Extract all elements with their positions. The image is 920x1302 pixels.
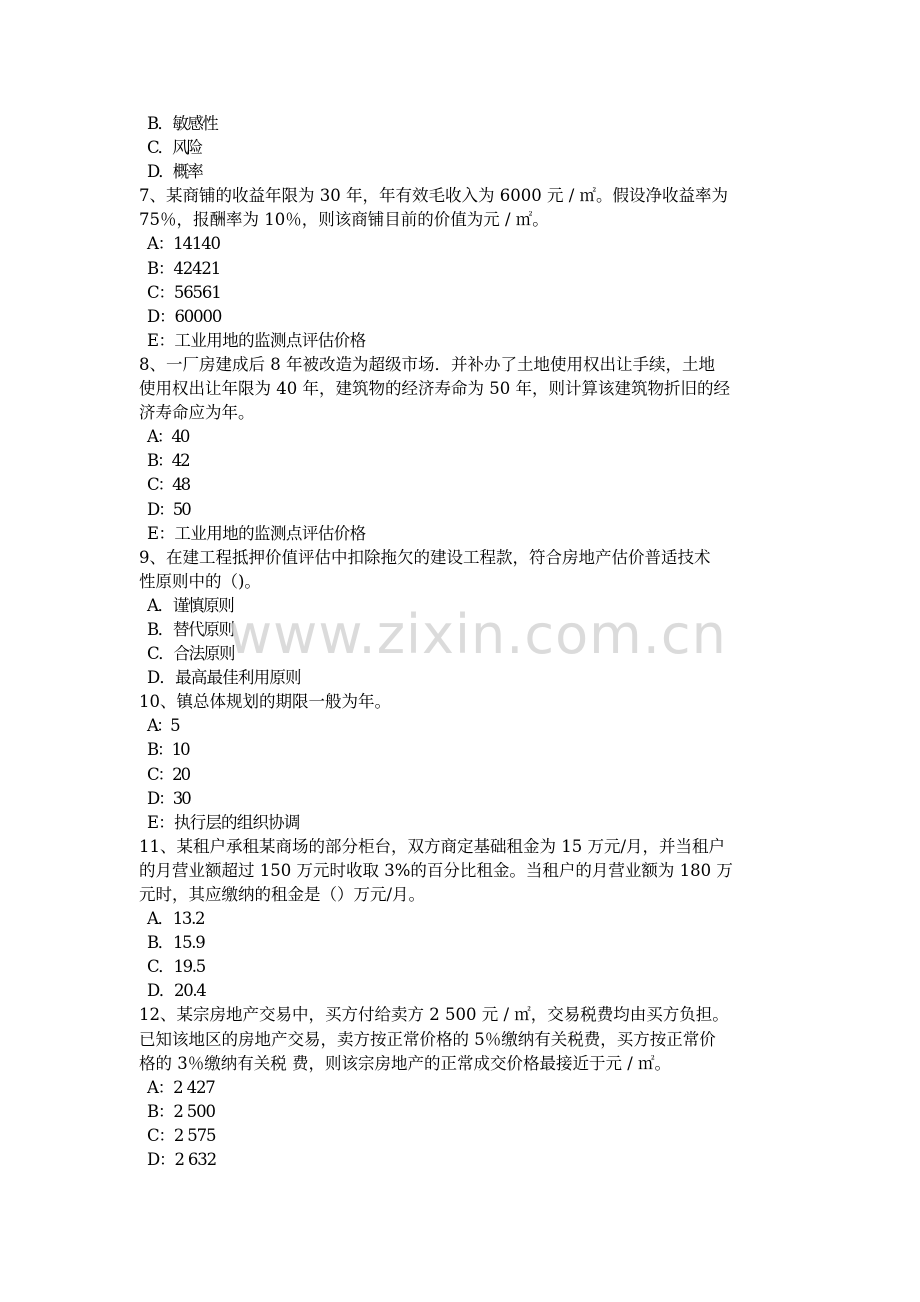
answer-option: B：2 500	[147, 1101, 215, 1121]
answer-option: A．谨慎原则	[147, 595, 234, 615]
question-line: 10、镇总体规划的期限一般为年。	[139, 692, 391, 712]
question-line: 元时，其应缴纳的租金是（）万元/月。	[139, 885, 426, 904]
answer-option: C：2 575	[147, 1125, 216, 1145]
answer-option: B：42	[147, 451, 189, 471]
answer-option: A．13.2	[147, 909, 205, 929]
answer-option: D：2 632	[147, 1150, 216, 1170]
answer-option: D：30	[147, 788, 190, 808]
answer-option: B．敏感性	[147, 114, 218, 133]
answer-option: E：工业用地的监测点评估价格	[147, 523, 366, 543]
answer-option: C：20	[147, 764, 190, 784]
question-line: 济寿命应为年。	[139, 403, 255, 423]
answer-option: B：10	[147, 740, 189, 760]
answer-option: D．20.4	[147, 981, 206, 1001]
question-line: 的月营业额超过 150 万元时收取 3%的百分比租金。当租户的月营业额为 180 万	[139, 860, 733, 880]
answer-option: A：40	[147, 427, 189, 447]
answer-option: C．合法原则	[147, 644, 235, 664]
question-line: 7、某商铺的收益年限为 30 年，年有效毛收入为 6000 元 / ㎡。假设净收益率为	[139, 186, 729, 206]
question-line: 已知该地区的房地产交易，卖方按正常价格的 5％缴纳有关税费，买方按正常价	[139, 1029, 716, 1049]
question-line: 11、某租户承租某商场的部分柜台，双方商定基础租金为 15 万元/月，并当租户	[139, 836, 726, 856]
question-line: 使用权出让年限为 40 年，建筑物的经济寿命为 50 年，则计算该建筑物折旧的经	[139, 379, 730, 399]
answer-option: C．风险	[147, 138, 202, 158]
watermark: www.zixin.com.cn	[228, 603, 727, 666]
answer-option: D：50	[147, 499, 190, 519]
answer-option: B．15.9	[147, 933, 205, 953]
answer-option: B：42421	[147, 258, 221, 278]
answer-option: D．概率	[147, 162, 202, 182]
answer-option: A：2 427	[147, 1077, 215, 1097]
answer-option: A：14140	[147, 234, 220, 254]
question-line: 8、一厂房建成后 8 年被改造为超级市场．并补办了土地使用权出让手续，土地	[139, 354, 715, 374]
question-line: 性原则中的（)。	[139, 571, 261, 591]
answer-option: B．替代原则	[147, 619, 234, 639]
answer-option: C：48	[147, 475, 190, 495]
question-line: 12、某宗房地产交易中，买方付给卖方 2 500 元 / ㎡，交易税费均由买方负担。	[139, 1005, 729, 1025]
answer-option: D：60000	[147, 306, 222, 326]
answer-option: E：执行层的组织协调	[147, 812, 300, 832]
question-line: 9、在建工程抵押价值评估中扣除拖欠的建设工程款，符合房地产估价普适技术	[139, 547, 711, 567]
answer-option: A：5	[147, 716, 178, 736]
question-line: 75％，报酬率为 10％，则该商铺目前的价值为元 / ㎡。	[139, 210, 549, 230]
answer-option: D．最高最佳利用原则	[147, 668, 301, 688]
answer-option: E：工业用地的监测点评估价格	[147, 330, 366, 350]
answer-option: C：56561	[147, 282, 221, 302]
answer-option: C．19.5	[147, 957, 205, 977]
question-line: 格的 3％缴纳有关税 费，则该宗房地产的正常成交价格最接近于元 / ㎡。	[139, 1053, 672, 1073]
